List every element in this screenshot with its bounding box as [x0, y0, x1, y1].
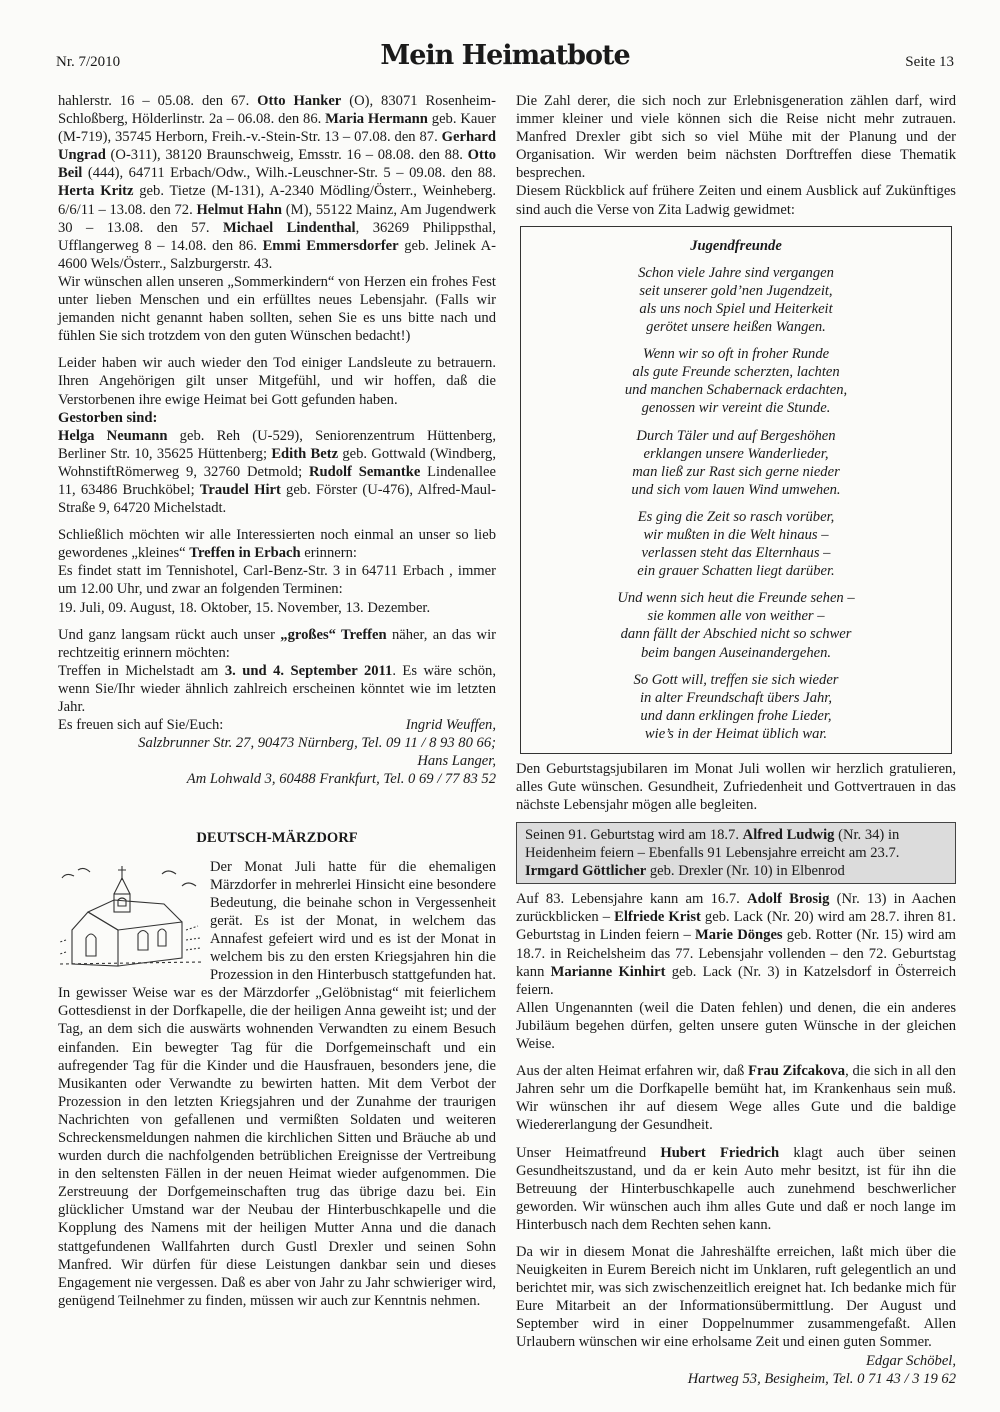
right-column: [516, 92, 956, 1388]
person-name: Helga Neumann: [58, 427, 168, 444]
text-run: geb. Gottwald (Windberg, WohnstiftRömerweg 9, 32760 Detmold;: [58, 445, 496, 480]
person-name: Helmut Hahn: [196, 201, 283, 218]
person-name: Adolf Brosig: [747, 891, 830, 908]
person-name: Frau Zifcakova: [748, 1063, 846, 1080]
poem-line: gerötet unsere heißen Wangen.: [646, 319, 826, 336]
signature-name-weuffen: Ingrid Weuffen,: [405, 717, 496, 734]
masthead-logo: Mein Heimatbote: [380, 40, 630, 71]
text-run: geb. Rotter (Nr. 15) wird am 18.7. in Reichelsheim das 77. Lebensjahr vollenden – den 72. Geburtstag kann: [516, 927, 956, 980]
poem-line: genossen wir vereint die Stunde.: [641, 400, 831, 417]
poem-box: [520, 226, 952, 754]
poem-stanza: [529, 427, 943, 499]
text-run: geb. Tietze (M-131), A-2340 Mödling/Österr., Weinheberg. 6/6/11 – 13.08. den 72.: [58, 183, 496, 218]
chapel-illustration: [58, 860, 204, 970]
poem-line: dann fällt der Abschied nicht so schwer: [620, 626, 852, 643]
left-column: [58, 92, 496, 1310]
poem-line: wie’s in der Heimat üblich war.: [644, 725, 828, 742]
person-name: Maria Hermann: [325, 111, 428, 128]
person-name: Hubert Friedrich: [660, 1144, 780, 1161]
poem-line: Durch Täler und auf Bergeshöhen: [636, 427, 836, 444]
big-meeting-reminder: [58, 626, 496, 662]
text-run: Auf 83. Lebensjahre kann am 16.7.: [516, 891, 748, 908]
poem-line: Und wenn sich heut die Freunde sehen –: [617, 590, 855, 607]
text-run: Seinen 91. Geburtstag wird am 18.7.: [525, 827, 743, 844]
right-intro: Die Zahl derer, die sich noch zur Erlebnisgeneration zählen darf, wird immer kleiner und viele können sich die Reise nicht mehr zutrauen. Manfred Drexler gibt sich so viel Mühe mit der Planung und der Organisation. Wir werden beim nächsten Dorftreffen diese Thematik besprechen.: [516, 93, 956, 182]
chapel-drawing: [58, 860, 204, 970]
poem-stanza: [529, 345, 943, 417]
verses-intro: Diesem Rückblick auf frühere Zeiten und einem Ausblick auf Zukünftiges sind auch die Verse von Zita Ladwig gewidmet:: [516, 183, 956, 218]
unnamed-wishes: Allen Ungenannten (weil die Daten fehlen) und denen, die ein anderes Jubiläum begehen dürfen, gelten unsere guten Wünsche in der gleichen Weise.: [516, 999, 956, 1053]
poem-line: Schon viele Jahre sind vergangen: [638, 264, 834, 281]
text-run: geb. Reh (U-529), Seniorenzentrum Hüttenberg, Berliner Str. 10, 35625 Hüttenberg;: [58, 427, 496, 462]
person-name: Marie Dönges: [694, 927, 783, 944]
signature-name-schoebel: Edgar Schöbel,: [866, 1352, 956, 1369]
text-run: geb. Lack (Nr. 3) in Katzelsdorf in Österreich feiern.: [516, 963, 956, 998]
homeland-news: [516, 1062, 956, 1134]
text-run: , 36269 Philippsthal, Ufflangerweg 8 – 14.08. den 86.: [58, 219, 497, 254]
small-meeting-reminder: [58, 526, 496, 562]
person-name: Treffen in Erbach: [189, 545, 301, 562]
text-run: Lindenallee 11, 63486 Bruchköbel;: [58, 463, 496, 498]
poem-line: seit unserer gold’nen Jugendzeit,: [639, 282, 833, 299]
poem-line: als gute Freunde scherzten, lachten: [632, 364, 840, 381]
birthday-list: [516, 890, 956, 999]
signature-address-schoebel: Hartweg 53, Besigheim, Tel. 0 71 43 / 3 19 62: [687, 1370, 956, 1387]
died-heading: Gestorben sind:: [58, 409, 158, 426]
text-run: (O-311), 38120 Braunschweig, Emsstr. 16 – 08.08. den 88.: [105, 147, 468, 164]
poem-line: Es ging die Zeit so rasch vorüber,: [637, 508, 835, 525]
person-name: Otto Hanker: [257, 93, 342, 109]
text-run: erinnern:: [300, 545, 357, 562]
person-name: Otto Beil: [58, 147, 496, 182]
section-title: DEUTSCH-MÄRZDORF: [196, 830, 358, 847]
birthday-wish: Wir wünschen allen unseren „Sommerkindern“ von Herzen ein frohes Fest unter lieben Menschen und ein erfülltes neues Lebensjahr. (Falls wir jemanden nicht genannt haben sollten, sehen Sie es uns bitte nach und fühlen Sie sich trotzdem von den guten Wünschen bedacht!): [58, 273, 496, 345]
person-name: Michael Lindenthal: [222, 219, 356, 236]
big-meeting-details: [58, 662, 496, 716]
poem-line: So Gott will, treffen sie sich wieder: [633, 671, 839, 688]
text-run: (O), 83071 Rosenheim-Schloßberg, Hölderlinstr. 2a – 06.08. den 86.: [58, 93, 496, 128]
person-name: Herta Kritz: [58, 183, 134, 200]
signature-address-langer: Am Lohwald 3, 60488 Frankfurt, Tel. 0 69 / 77 83 52: [186, 771, 496, 788]
poem-stanza: [529, 508, 943, 580]
friedrich-news: [516, 1144, 956, 1234]
closing-text: Da wir in diesem Monat die Jahreshälfte erreichen, laßt mich über die Neuigkeiten in Eurem Bereich nicht im Unklaren, ruft gelegentlich an und berichtet mir, was sich zwischenzeitlich ereignet hat. Ich bedanke mich für Eure Mitarbeit an der Informationsübermittlung. Der August und September wird in einer Doppelnummer zusammengefaßt. Allen Urlaubern wünschen wir eine erholsame Zeit und einen guten Sommer.: [516, 1243, 956, 1351]
poem-line: und dann erklingen frohe Lieder,: [640, 707, 832, 724]
text-run: Schließlich möchten wir alle Interessierten noch einmal an unser so lieb gewordenes „kleines“: [58, 527, 496, 562]
text-run: geb. Kauer (M-719), 35745 Herborn, Freih.-v.-Stein-Str. 13 – 07.08. den 87.: [58, 111, 497, 146]
text-run: . Es wäre schön, wenn Sie/Ihr wieder ähnlich zahlreich erscheinen könntet wie im letzten Jahr.: [58, 662, 496, 715]
person-name: „großes“ Treffen: [280, 626, 387, 643]
person-name: 3. und 4. September 2011: [224, 662, 393, 679]
text-run: (M), 55122 Mainz, Am Jugendwerk 30 – 13.08. den 57.: [58, 201, 497, 236]
looking-forward-text: Es freuen sich auf Sie/Euch:: [58, 717, 224, 734]
death-notice-intro: Leider haben wir auch wieder den Tod einiger Landsleute zu betrauern. Ihren Angehörigen gilt unser Mitgefühl, und wir hoffen, daß die Verstorbenen ihre ewige Heimat bei Gott gefunden haben.: [58, 355, 496, 408]
signature-block-1: [58, 716, 496, 734]
small-meeting-dates: 19. Juli, 09. August, 18. Oktober, 15. November, 13. Dezember.: [58, 599, 431, 616]
birthday-list-continued: [58, 92, 496, 273]
text-run: Treffen in Michelstadt am: [58, 662, 225, 679]
poem-stanza: [529, 589, 943, 661]
person-name: Traudel Hirt: [199, 481, 281, 498]
poem-line: sie kommen alle von weither –: [647, 608, 825, 625]
page-number: Seite 13: [905, 54, 954, 70]
poem-stanza: [529, 671, 943, 743]
poem-line: ein grauer Schatten liegt darüber.: [637, 563, 835, 580]
text-run: klagt auch über seinen Gesundheitszustand, und da er kein Auto mehr besitzt, ist für ihn die Betreuung der Hinterbuschkapelle auch zunehmend beschwerlicher geworden. Wir wünschen auch ihm alles Gute und daß er noch lange im Hinterbusch nach dem Rechten sehen kann.: [516, 1144, 956, 1233]
page-header: [56, 40, 954, 76]
text-run: Unser Heimatfreund: [516, 1144, 661, 1161]
poem-line: und manchen Schabernack erdachten,: [624, 382, 848, 399]
text-run: näher, an das wir rechtzeitig erinnern möchten:: [58, 626, 496, 661]
poem-line: verlassen steht das Elternhaus –: [641, 545, 831, 562]
text-run: (444), 64711 Erbach/Odw., Wilh.-Leuschner-Str. 5 – 09.08. den 88.: [82, 165, 496, 182]
text-run: hahlerstr. 16 – 05.08. den 67.: [58, 93, 258, 109]
poem-line: als uns noch Spiel und Heiterkeit: [639, 300, 833, 317]
poem-line: beim bangen Auseinandergehen.: [640, 644, 832, 661]
small-meeting-details: Es findet statt im Tennishotel, Carl-Benz-Str. 3 in 64711 Erbach , immer um 12.00 Uhr, und zwar an folgenden Terminen:: [58, 563, 496, 598]
person-name: Irmgard Göttlicher: [525, 863, 647, 880]
signature-name-langer: Hans Langer,: [417, 753, 496, 770]
text-run: , die sich in all den Jahren sehr um die Dorfkapelle bemüht hat, im Krankenhaus sein muß. Wir wünschen ihr auf diesem Wege alles Gute und die baldige Wiedererlangung der Gesundheit.: [516, 1063, 956, 1134]
text-run: (Nr. 34) in Heidenheim feiern – Ebenfalls 91 Lebensjahre erreicht am 23.7.: [525, 827, 900, 862]
poem-line: in alter Freundschaft übers Jahr,: [640, 689, 832, 706]
text-run: geb. Lack (Nr. 20) wird am 28.7. ihren 81. Geburtstag in Linden feiern –: [516, 909, 956, 944]
text-run: (Nr. 13) in Aachen zurückblicken –: [516, 891, 956, 926]
person-name: Alfred Ludwig: [742, 827, 835, 844]
text-run: Und ganz langsam rückt auch unser: [58, 626, 281, 643]
poem-line: wir mußten in die Welt hinaus –: [643, 526, 829, 543]
poem-line: man ließ zur Rast sich gerne nieder: [632, 463, 840, 480]
person-name: Edith Betz: [271, 445, 339, 462]
person-name: Gerhard Ungrad: [58, 129, 496, 164]
died-list: [58, 427, 496, 517]
signature-address-weuffen: Salzbrunner Str. 27, 90473 Nürnberg, Tel. 09 11 / 8 93 80 66;: [138, 735, 496, 752]
section-body-text: Der Monat Juli hatte für die ehemaligen Märzdorfer in mehrerlei Hinsicht eine besondere Bedeutung, die beinahe schon in Vergessenheit gerät. Es ist der Monat, in welchem das Annafest gefeiert wird und es ist der Monat in welchem bis zu den ersten Kriegsjahren hin die Prozession in den Hinterbusch stattgefunden hat. In gewisser Weise war es der Märzdorfer „Gelöbnistag“ mit feierlichem Gottesdienst in der Dorfkapelle, die der heiligen Anna geweiht ist; und der Tag, an dem sich die auswärts wohnenden Verwandten zu einem Besuch einfanden. Ein bewegter Tag für die Dorfgemeinschaft und ein aufregender Tag für die Kinder und die Hausfrauen, besonders jene, die Musikanten oder Verwandte zu bewirten hatten. Mit dem Verbot der Prozession in den letzten Kriegsjahren und der Zunahme der traurigen Nachrichten von gefallenen und vermißten Soldaten und weiteren Schreckensmeldungen nahmen die kirchlichen Sitten und Bräuche ab und wurden durch die nachfolgenden betrüblichen Ereignisse der Vertreibung in den seltensten Fällen in der neuen Heimat wieder aufgenommen. Die Zerstreuung der Dorfgemeinschaften trug das übrige dazu bei. Ein glücklicher Umstand war der Neubau der Hinterbuschkapelle und die Kopplung des Namens mit der heiligen Mutter Anna und die danach stattgefundenen Wallfahrten durch Gustl Drexler und seinen Sohn Manfred. Wir dürfen für diese Leistungen dankbar sein und dieses Engagement nie vergessen. Daß es aber von Jahr zu Jahr schwieriger wird, genügend Teilnehmer zu finden, müssen wir auch zur Kenntnis nehmen.: [58, 858, 496, 1309]
poem-stanza: [529, 264, 943, 336]
text-run: geb. Drexler (Nr. 10) in Elbenrod: [646, 863, 845, 880]
issue-number: Nr. 7/2010: [56, 54, 121, 70]
text-run: Aus der alten Heimat erfahren wir, daß: [516, 1063, 749, 1080]
person-name: Rudolf Semantke: [308, 463, 421, 480]
poem-title: Jugendfreunde: [690, 237, 782, 254]
poem-line: Wenn wir so oft in froher Runde: [642, 346, 830, 363]
person-name: Elfriede Krist: [614, 909, 701, 926]
text-run: geb. Förster (U-476), Alfred-Maul-Straße 9, 64720 Michelstadt.: [58, 481, 496, 517]
person-name: Emmi Emmersdorfer: [262, 237, 399, 254]
poem-stanzas: [529, 264, 943, 743]
text-run: geb. Jelinek A-4600 Wels/Österr., Salzburgerstr. 43.: [58, 237, 496, 272]
poem-line: und sich vom lauen Wind umwehen.: [631, 481, 841, 498]
poem-line: erklangen unsere Wanderlieder,: [643, 445, 829, 462]
highlighted-birthday-box: [516, 822, 956, 884]
person-name: Marianne Kinhirt: [550, 963, 666, 980]
july-congratulations: Den Geburtstagsjubilaren im Monat Juli wollen wir herzlich gratulieren, alles Gute wünschen. Gesundheit, Zufriedenheit und Gottvertrauen in das nächste Lebensjahr mögen alle begleiten.: [516, 761, 956, 814]
